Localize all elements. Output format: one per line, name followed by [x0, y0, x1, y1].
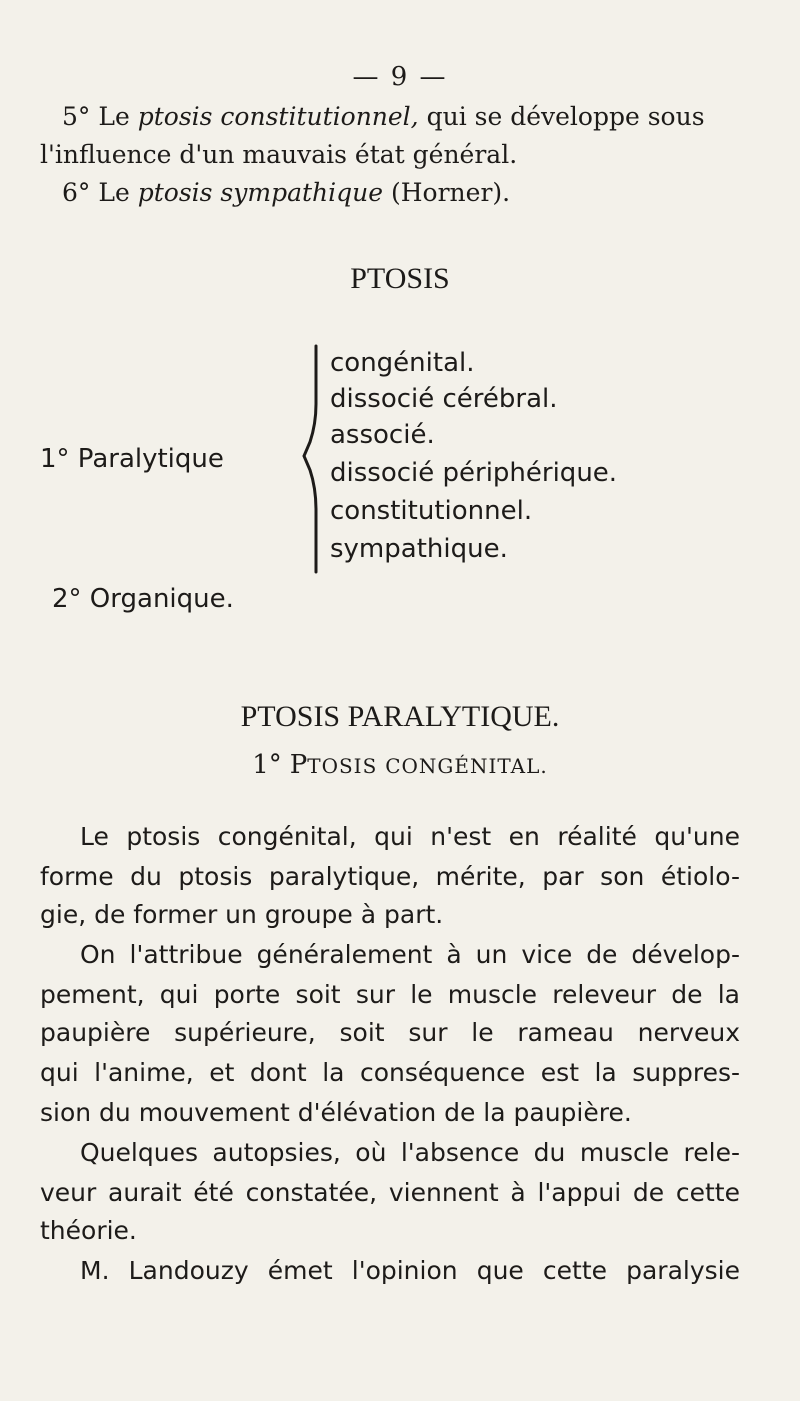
- item-5-number: 5°: [62, 102, 91, 131]
- subtype-dissocie-cerebral: dissocié cérébral.: [330, 384, 558, 414]
- body-line-5: pement, qui porte soit sur le muscle releveur de la: [40, 980, 740, 1009]
- body-line-12: M. Landouzy émet l'opinion que cette paralysie: [80, 1256, 740, 1285]
- body-line-4: On l'attribue généralement à un vice de dévelop-: [80, 940, 740, 969]
- item-5-line-2: l'influence d'un mauvais état général.: [40, 140, 518, 169]
- body-line-7: qui l'anime, et dont la conséquence est la suppres-: [40, 1058, 740, 1087]
- body-line-3: gie, de former un groupe à part.: [40, 900, 444, 929]
- item-6-rest: (Horner).: [390, 178, 511, 207]
- item-6-article: Le: [98, 178, 130, 207]
- subtype-associe: associé.: [330, 420, 435, 450]
- subtitle-word: TOSIS: [307, 754, 378, 778]
- item-6-line: [62, 178, 510, 207]
- subtitle-number: 1°: [252, 750, 282, 780]
- page-number: — 9 —: [352, 62, 448, 92]
- subtype-sympathique: sympathique.: [330, 534, 508, 564]
- body-line-2: forme du ptosis paralytique, mérite, par son étiolo-: [40, 862, 740, 891]
- body-line-8: sion du mouvement d'élévation de la paupière.: [40, 1098, 632, 1127]
- section-title: PTOSIS PARALYTIQUE.: [240, 700, 560, 733]
- item-6-term: ptosis sympathique: [137, 178, 384, 207]
- subtitle-small-caps: CONGÉNITAL.: [385, 754, 548, 778]
- category-paralytique: 1° Paralytique: [40, 444, 224, 474]
- subtitle-initial: P: [289, 750, 308, 780]
- subtype-constitutionnel: constitutionnel.: [330, 496, 533, 526]
- item-5-rest: qui se développe sous: [426, 102, 705, 131]
- item-6-number: 6°: [62, 178, 91, 207]
- subtype-congenital: congénital.: [330, 348, 475, 378]
- body-line-6: paupière supérieure, soit sur le rameau nerveux: [40, 1018, 740, 1047]
- brace: [300, 344, 330, 574]
- body-line-1: Le ptosis congénital, qui n'est en réalité qu'une: [80, 822, 740, 851]
- item-5-line-1: [62, 102, 705, 131]
- item-5-article: Le: [98, 102, 130, 131]
- body-line-9: Quelques autopsies, où l'absence du muscle rele-: [80, 1138, 740, 1167]
- category-organique: 2° Organique.: [52, 584, 234, 614]
- body-line-10: veur aurait été constatée, viennent à l'appui de cette: [40, 1178, 740, 1207]
- section-subtitle: [0, 750, 800, 780]
- item-5-term: ptosis constitutionnel,: [137, 102, 419, 131]
- subtype-dissocie-peripherique: dissocié périphérique.: [330, 458, 618, 488]
- body-line-11: théorie.: [40, 1216, 137, 1245]
- table-title: PTOSIS: [350, 262, 450, 295]
